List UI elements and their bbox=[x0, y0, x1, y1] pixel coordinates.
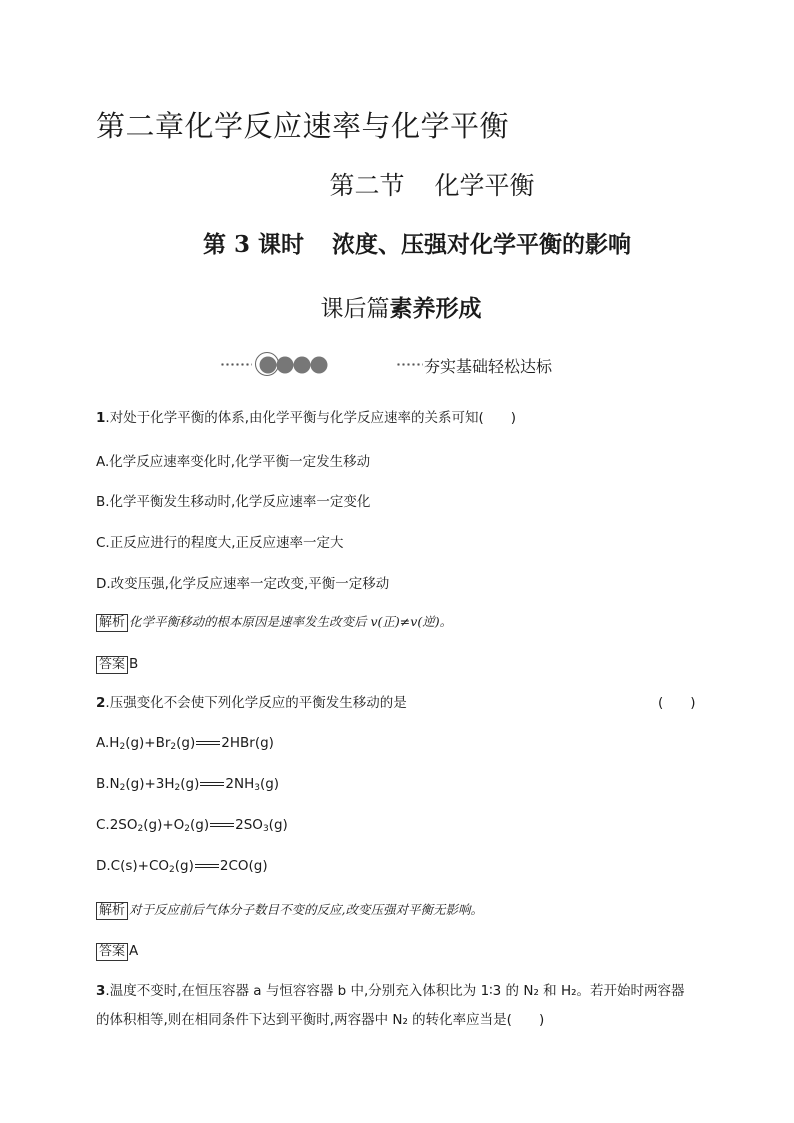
chapter-title: 第二章化学反应速率与化学平衡 bbox=[96, 109, 510, 143]
analysis-label: 解析 bbox=[96, 614, 128, 632]
banner-text: 夯实基础轻松达标 bbox=[424, 357, 553, 376]
q1-option-b: B.化学平衡发生移动时,化学反应速率一定变化 bbox=[96, 494, 371, 510]
answer-label: 答案 bbox=[96, 943, 128, 961]
q1-answer-value: B bbox=[129, 656, 139, 672]
answer-label: 答案 bbox=[96, 656, 128, 674]
q1-option-a: A.化学反应速率变化时,化学平衡一定发生移动 bbox=[96, 454, 371, 470]
q2-answer-paren: ( ) bbox=[658, 695, 696, 711]
after-class-heading bbox=[0, 290, 794, 323]
analysis-label: 解析 bbox=[96, 902, 128, 920]
circle-chain-icon bbox=[254, 350, 334, 378]
after-class-prefix: 课后篇 bbox=[320, 296, 390, 322]
q1-analysis-text: 化学平衡移动的根本原因是速率发生改变后 v(正)≠v(逆)。 bbox=[129, 614, 453, 629]
equilibrium-arrow-icon bbox=[196, 739, 220, 747]
question-3-number: 3 bbox=[96, 983, 106, 999]
q1-answer bbox=[96, 653, 138, 674]
lesson-number: 第 3 课时 bbox=[202, 231, 305, 258]
lesson-title: 浓度、压强对化学平衡的影响 bbox=[332, 231, 632, 258]
q1-analysis bbox=[96, 611, 452, 632]
section-title: 化学平衡 bbox=[434, 171, 535, 200]
q1-option-d: D.改变压强,化学反应速率一定改变,平衡一定移动 bbox=[96, 576, 390, 592]
q1-option-c: C.正反应进行的程度大,正反应速率一定大 bbox=[96, 535, 344, 551]
q2-option-a: $A.H_2(g)+Br_2(g)$ 2HBr(g) bbox=[96, 735, 274, 752]
question-3-stem-line2: 的体积相等,则在相同条件下达到平衡时,两容器中 N₂ 的转化率应当是( ) bbox=[96, 1012, 545, 1028]
dotted-line-right bbox=[396, 363, 423, 366]
question-3-stem-line1: 3.温度不变时,在恒压容器 a 与恒容容器 b 中,分别充入体积比为 1∶3 的 N₂ 和 H₂。若开始时两容器 bbox=[96, 983, 685, 999]
q2-analysis bbox=[96, 899, 483, 920]
lesson-heading bbox=[0, 226, 794, 259]
question-1-number: 1 bbox=[96, 410, 106, 426]
section-number: 第二节 bbox=[329, 171, 405, 200]
question-2-stem: 2.压强变化不会使下列化学反应的平衡发生移动的是 bbox=[96, 695, 407, 711]
question-2-number: 2 bbox=[96, 695, 106, 711]
q2-analysis-text: 对于反应前后气体分子数目不变的反应,改变压强对平衡无影响。 bbox=[129, 902, 483, 917]
dotted-line-left bbox=[220, 363, 252, 366]
q2-option-d: $D.C(s)+CO_2(g)$ 2CO(g) bbox=[96, 858, 268, 875]
q2-answer-value: A bbox=[129, 943, 139, 959]
q2-option-b: $B.N_2(g)+3H_2(g)$ $2NH_3(g)$ bbox=[96, 776, 280, 793]
question-1-stem: 1.对处于化学平衡的体系,由化学平衡与化学反应速率的关系可知( ) bbox=[96, 410, 517, 426]
q2-option-c: $C.2SO_2(g)+O_2(g)$ $2SO_3(g)$ bbox=[96, 817, 288, 834]
q2-answer bbox=[96, 940, 138, 961]
section-heading bbox=[0, 166, 794, 202]
equilibrium-arrow-icon bbox=[210, 821, 234, 829]
equilibrium-arrow-icon bbox=[195, 862, 219, 870]
after-class-bold: 素养形成 bbox=[389, 296, 482, 322]
section-banner bbox=[220, 350, 640, 378]
equilibrium-arrow-icon bbox=[200, 780, 224, 788]
